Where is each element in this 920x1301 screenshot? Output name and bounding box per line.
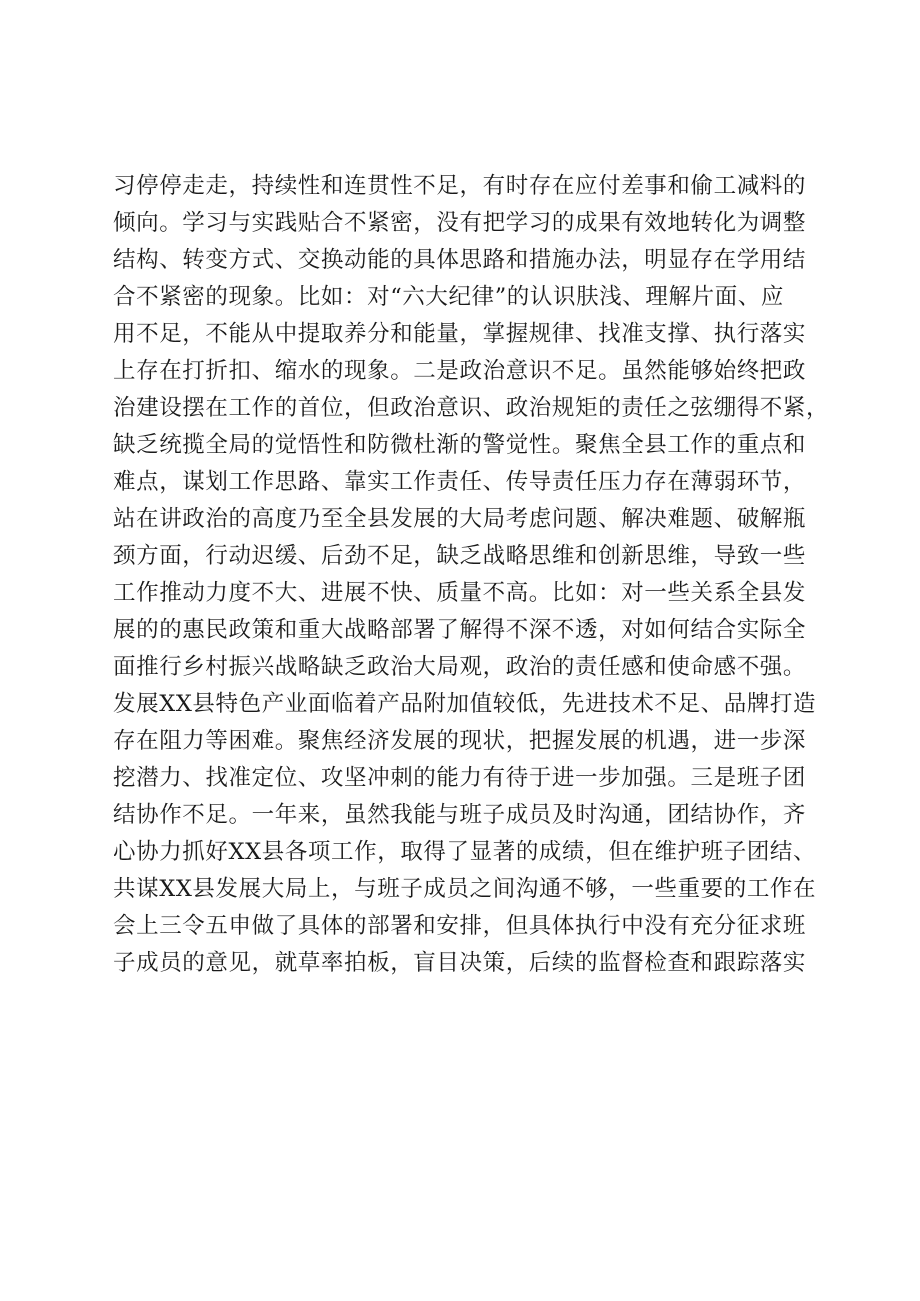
text-line: 颈方面，行动迟缓、后劲不足，缺乏战略思维和创新思维，导致一些 [113,543,807,569]
text-line: 挖潜力、找准定位、攻坚冲刺的能力有待于进一步加强。三是班子团 [113,765,807,791]
text-line: 子成员的意见，就草率拍板，盲目决策，后续的监督检查和跟踪落实 [113,950,807,976]
text-line: 合不紧密的现象。比如：对“六大纪律”的认识肤浅、理解片面、应 [113,284,785,310]
text-line: 用不足，不能从中提取养分和能量，掌握规律、找准支撑、执行落实 [113,321,807,347]
text-line: 面推行乡村振兴战略缺乏政治大局观，政治的责任感和使命感不强。 [113,654,807,680]
text-line: 发展XX县特色产业面临着产品附加值较低，先进技术不足、品牌打造 [113,691,817,717]
text-line: 倾向。学习与实践贴合不紧密，没有把学习的成果有效地转化为调整 [113,210,807,236]
text-line: 结协作不足。一年来，虽然我能与班子成员及时沟通，团结协作，齐 [113,802,807,828]
text-line: 站在讲政治的高度乃至全县发展的大局考虑问题、解决难题、破解瓶 [113,506,807,532]
text-line: 会上三令五申做了具体的部署和安排，但具体执行中没有充分征求班 [113,913,807,939]
text-line: 展的的惠民政策和重大战略部署了解得不深不透，对如何结合实际全 [113,617,807,643]
text-line: 难点，谋划工作思路、靠实工作责任、传导责任压力存在薄弱环节， [113,469,807,495]
text-line: 习停停走走，持续性和连贯性不足，有时存在应付差事和偷工减料的 [113,173,807,199]
text-line: 缺乏统揽全局的觉悟性和防微杜渐的警觉性。聚焦全县工作的重点和 [113,432,807,458]
text-line: 共谋XX县发展大局上，与班子成员之间沟通不够，一些重要的工作在 [113,876,817,902]
text-line: 治建设摆在工作的首位，但政治意识、政治规矩的责任之弦绷得不紧， [113,395,830,421]
body-paragraph [113,168,833,982]
text-line: 心协力抓好XX县各项工作，取得了显著的成绩，但在维护班子团结、 [113,839,817,865]
text-line: 存在阻力等困难。聚焦经济发展的现状，把握发展的机遇，进一步深 [113,728,807,754]
text-line: 上存在打折扣、缩水的现象。二是政治意识不足。虽然能够始终把政 [113,358,807,384]
text-line: 工作推动力度不大、进展不快、质量不高。比如：对一些关系全县发 [113,580,807,606]
text-line: 结构、转变方式、交换动能的具体思路和措施办法，明显存在学用结 [113,247,807,273]
